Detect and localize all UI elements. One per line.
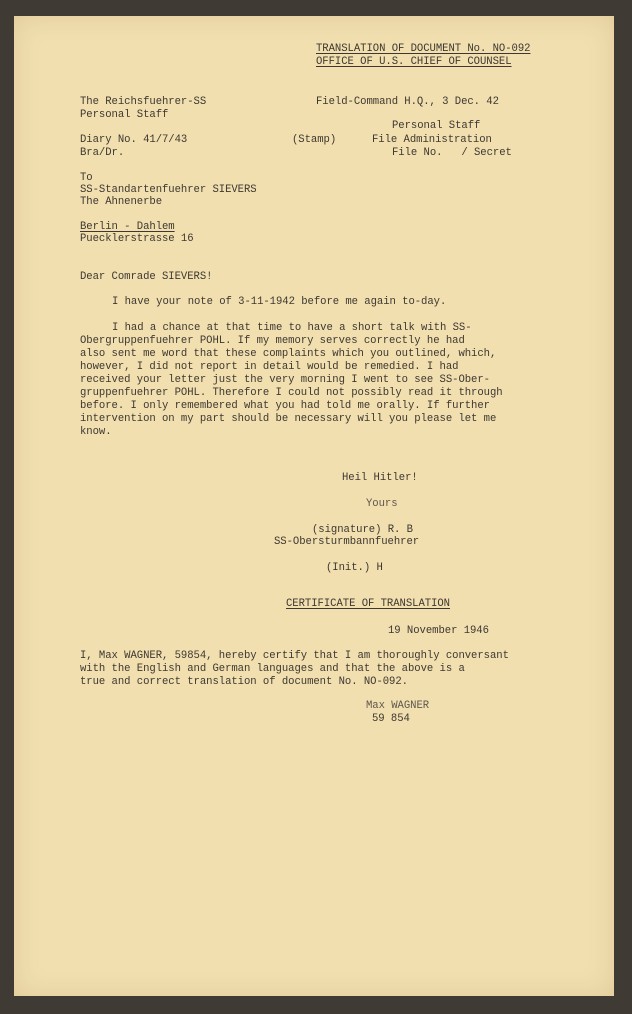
sender-line1: The Reichsfuehrer-SS <box>80 96 207 108</box>
body-paragraph-1: I have your note of 3-11-1942 before me again to-day. <box>112 296 447 308</box>
diary-number: Diary No. 41/7/43 <box>80 134 188 146</box>
translation-header-line2: OFFICE OF U.S. CHIEF OF COUNSEL <box>316 56 512 68</box>
translator-name: Max WAGNER <box>366 700 430 712</box>
sender-line2: Personal Staff <box>80 109 169 121</box>
body-line: before. I only remembered what you had told me orally. If further <box>80 400 490 412</box>
translation-header-line1: TRANSLATION OF DOCUMENT No. NO-092 <box>316 43 531 55</box>
certificate-line: I, Max WAGNER, 59854, hereby certify that I am thoroughly conversant <box>80 650 509 662</box>
closing-yours: Yours <box>366 498 398 510</box>
recipient-street: Puecklerstrasse 16 <box>80 233 194 245</box>
closing-greeting: Heil Hitler! <box>342 472 418 484</box>
recipient-name: SS-Standartenfuehrer SIEVERS <box>80 184 257 196</box>
document-page <box>14 16 614 996</box>
body-line: I had a chance at that time to have a short talk with SS- <box>112 322 472 334</box>
closing-rank: SS-Obersturmbannfuehrer <box>274 536 420 548</box>
recipient-city: Berlin - Dahlem <box>80 221 175 233</box>
body-line: also sent me word that these complaints which you outlined, which, <box>80 348 497 360</box>
body-line: gruppenfuehrer POHL. Therefore I could not possibly read it through <box>80 387 503 399</box>
place-date: Field-Command H.Q., 3 Dec. 42 <box>316 96 499 108</box>
stamp-text-line1: Personal Staff <box>392 120 481 132</box>
closing-initial: (Init.) H <box>326 562 383 574</box>
closing-signature: (signature) R. B <box>312 524 413 536</box>
stamp-text-line3: File No. / Secret <box>392 147 512 159</box>
certificate-line: true and correct translation of document No. NO-092. <box>80 676 408 688</box>
stamp-text-line2: File Administration <box>372 134 492 146</box>
certificate-title: CERTIFICATE OF TRANSLATION <box>286 598 450 610</box>
translator-number: 59 854 <box>372 713 410 725</box>
body-line: know. <box>80 426 112 438</box>
body-line: Obergruppenfuehrer POHL. If my memory serves correctly he had <box>80 335 465 347</box>
salutation: Dear Comrade SIEVERS! <box>80 271 213 283</box>
stamp-label: (Stamp) <box>292 134 337 146</box>
certificate-line: with the English and German languages and that the above is a <box>80 663 465 675</box>
recipient-org: The Ahnenerbe <box>80 196 162 208</box>
reference-initials: Bra/Dr. <box>80 147 125 159</box>
body-line: received your letter just the very morning I went to see SS-Ober- <box>80 374 490 386</box>
body-line: however, I did not report in detail would be remedied. I had <box>80 361 459 373</box>
certificate-date: 19 November 1946 <box>388 625 489 637</box>
recipient-to: To <box>80 172 93 184</box>
body-line: intervention on my part should be necessary will you please let me <box>80 413 497 425</box>
